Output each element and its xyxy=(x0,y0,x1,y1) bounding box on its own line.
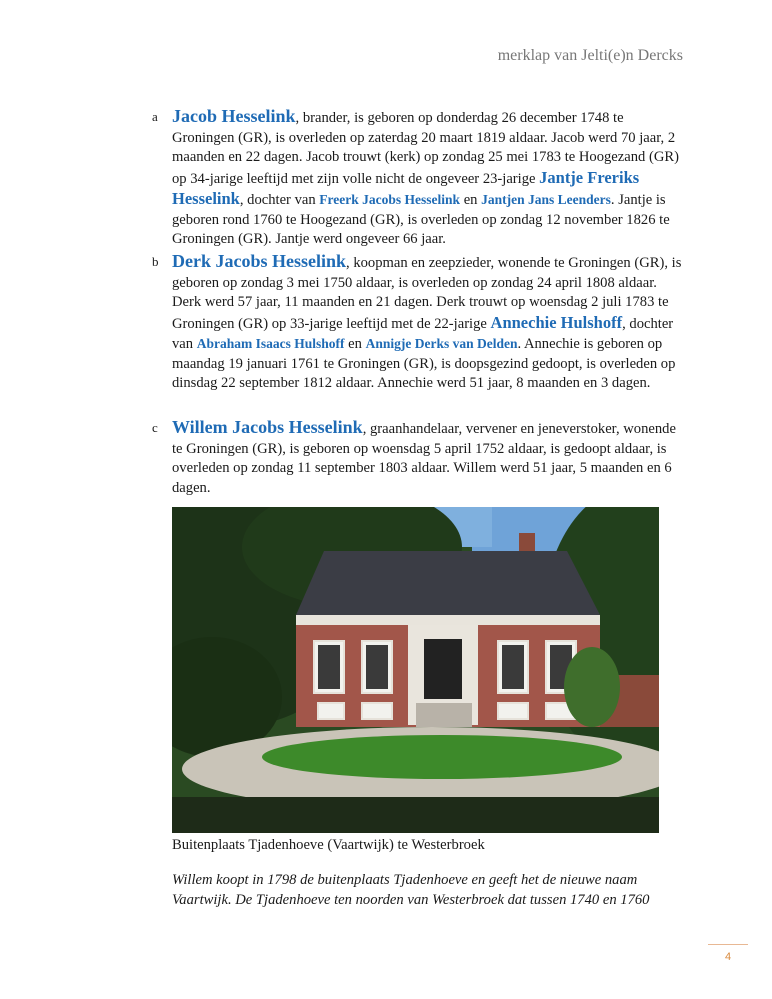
mother-name: Jantjen Jans Leenders xyxy=(481,192,611,207)
person-name: Willem Jacobs Hesselink xyxy=(172,417,363,437)
genealogy-entry-b xyxy=(152,251,682,394)
photo-caption: Buitenplaats Tjadenhoeve (Vaartwijk) te Westerbroek xyxy=(172,837,485,853)
entry-letter: a xyxy=(152,109,158,124)
genealogy-entry-a xyxy=(152,106,682,250)
spouse-name: Annechie Hulshoff xyxy=(490,312,623,332)
entry-text: , graanhandelaar, vervener en jeneverstoker, wonende te Groningen (GR), is geboren op woensdag 5 april 1752 aldaar, is gedoopt aldaar, is overleden op zondag 11 september 1803 aldaar. Willem werd 51 jaar, 5 maanden en 6 dagen. xyxy=(172,421,676,496)
mother-name: Annigje Derks van Delden xyxy=(365,336,518,351)
entry-text: . Jantje is geboren rond 1760 te Hoogezand (GR), is overleden op zondag 12 november 1826 te Groningen (GR). Jantje werd ongeveer 66 jaar. xyxy=(172,192,670,247)
entry-text: en xyxy=(460,192,482,208)
spouse-name: Jantje Freriks Hesselink xyxy=(172,167,640,208)
body-paragraph: Willem koopt in 1798 de buitenplaats Tjadenhoeve en geeft het de nieuwe naam Vaartwijk. De Tjadenhoeve ten noorden van Westerbroek dat tussen 1740 en 1760 xyxy=(172,872,650,908)
person-name: Derk Jacobs Hesselink xyxy=(172,251,347,271)
entry-text: , brander, is geboren op donderdag 26 december 1748 te Groningen (GR), is overleden op zaterdag 20 maart 1819 aldaar. Jacob werd 70 jaar, 2 maanden en 22 dagen. Jacob trouwt (kerk) op zondag 25 mei 1783 te Hoogezand (GR) op 34-jarige leeftijd met zijn volle nicht de ongeveer 23-jarige xyxy=(172,110,679,187)
entry-letter: b xyxy=(152,254,159,269)
entry-letter: c xyxy=(152,420,158,435)
page-number: 4 xyxy=(708,944,748,963)
genealogy-entry-c xyxy=(152,417,682,498)
entry-text: . Annechie is geboren op maandag 19 januari 1761 te Groningen (GR), is doopsgezind gedoopt, is overleden op dinsdag 22 september 1812 aldaar. Annechie werd 51 jaar, 8 maanden en 3 dagen. xyxy=(172,336,676,391)
running-header: merklap van Jelti(e)n Dercks xyxy=(497,47,683,64)
entry-text: , dochter van xyxy=(239,192,320,208)
person-name: Jacob Hesselink xyxy=(172,106,296,126)
manor-house-photo xyxy=(172,507,659,833)
entry-text: en xyxy=(344,336,366,352)
father-name: Abraham Isaacs Hulshoff xyxy=(196,336,345,351)
entry-text: , dochter van xyxy=(172,315,674,352)
entry-text: , koopman en zeepzieder, wonende te Groningen (GR), is geboren op zondag 3 mei 1750 aldaar, is overleden op zondag 24 april 1808 aldaar. Derk werd 57 jaar, 11 maanden en 21 dagen. Derk trouwt op woensdag 2 juli 1783 te Groningen (GR) op 33-jarige leeftijd met de 22-jarige xyxy=(172,255,682,332)
father-name: Freerk Jacobs Hesselink xyxy=(319,192,461,207)
